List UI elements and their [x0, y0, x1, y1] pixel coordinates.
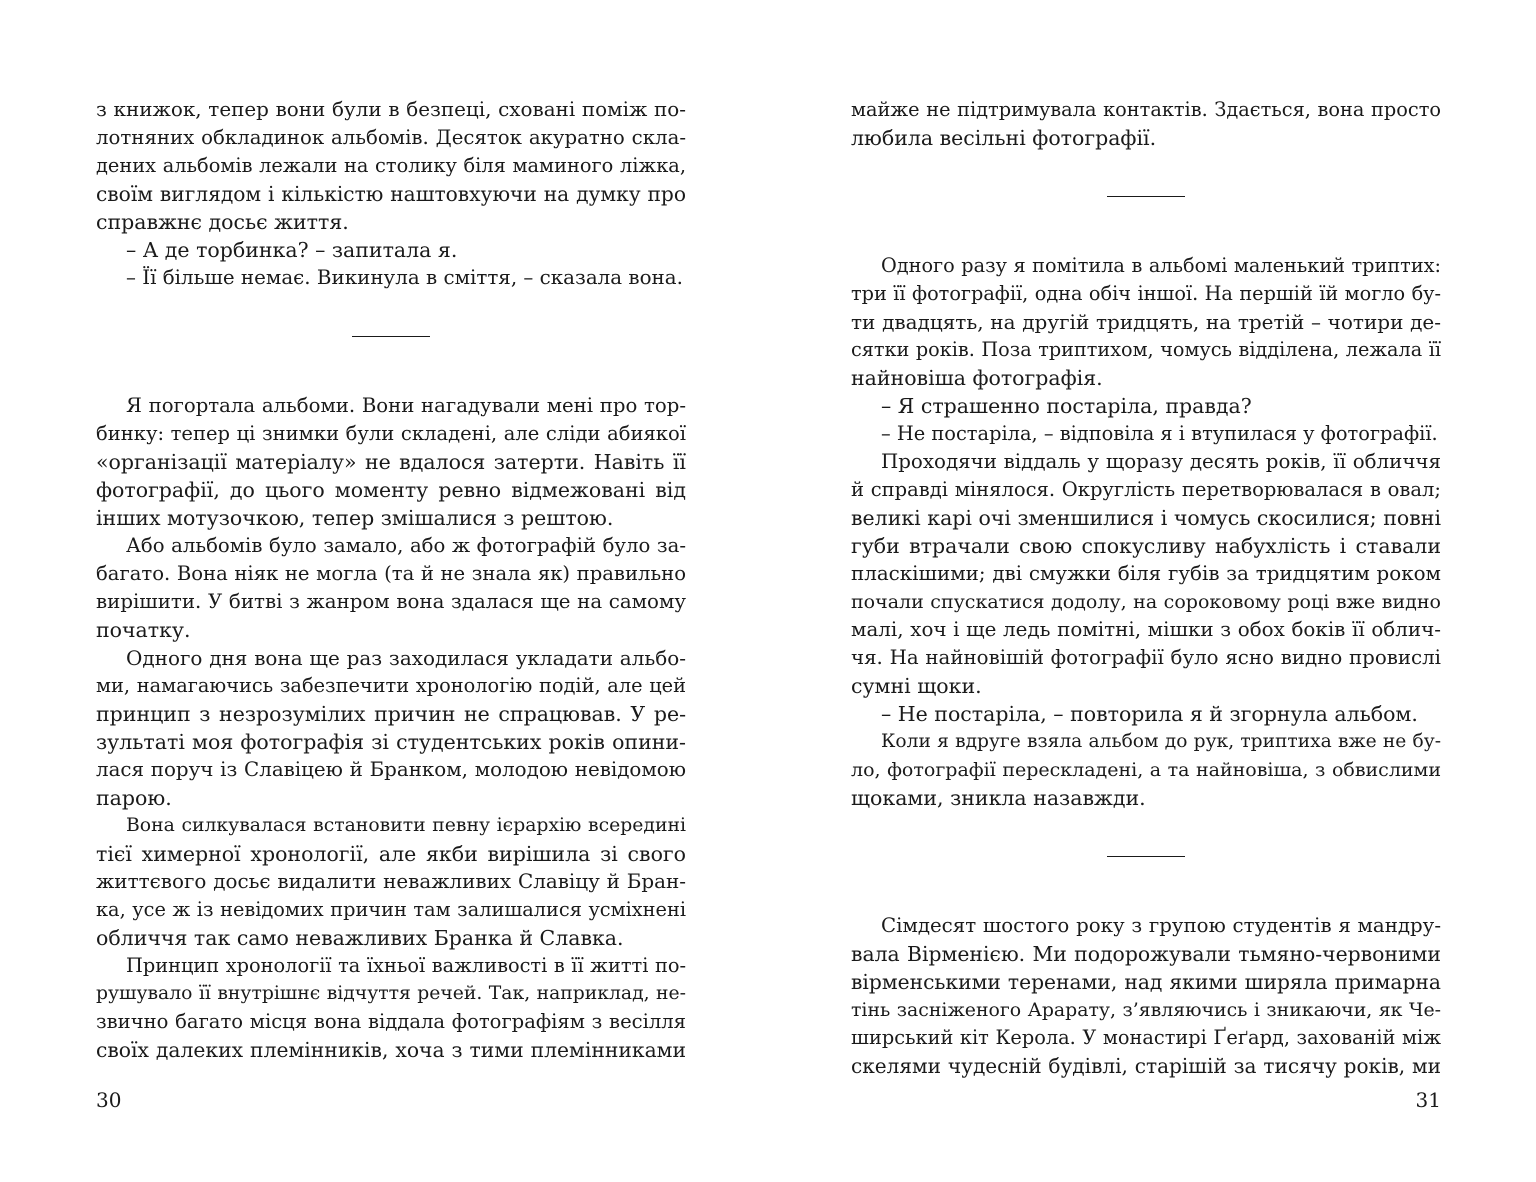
right-page-text — [851, 96, 1441, 1080]
section-separator — [96, 328, 686, 356]
text-line: тієї химерної хронології, але якби вирішила зі свого — [96, 842, 686, 866]
text-line: парою. — [96, 786, 172, 810]
text-line: інших мотузочкою, тепер змішалися з рештою. — [96, 506, 614, 530]
dialogue-line: – Не постаріла, – відповіла я і втупилася у фотографії. — [881, 422, 1438, 445]
text-line: лася поруч із Славіцею й Бранком, молодою невідомою — [96, 758, 686, 781]
text-line: тінь засніженого Арарату, з’являючись і зникаючи, як Че- — [851, 999, 1441, 1021]
text-line: Одного разу я помітила в альбомі маленький триптих: — [881, 254, 1441, 277]
text-line: бинку: тепер ці знимки були складені, але сліди абиякої — [96, 422, 686, 445]
left-page-text — [96, 96, 686, 1064]
text-line: Принцип хронології та їхньої важливості в її житті по- — [126, 954, 686, 977]
dialogue-line: – Її більше немає. Викинула в сміття, – сказала вона. — [126, 266, 683, 289]
text-line: любила весільні фотографії. — [851, 126, 1157, 150]
text-line: ло, фотографії перескладені, а та найновіша, з обвислими — [851, 759, 1441, 781]
text-line: й справді мінялося. Округлість перетворювалася в овал; — [851, 478, 1441, 501]
text-line: Одного дня вона ще раз заходилася укладати альбо- — [126, 646, 686, 670]
text-line: сумні щоки. — [851, 674, 982, 698]
text-line: з книжок, тепер вони були в безпеці, сховані поміж по- — [96, 98, 686, 121]
text-line: принцип з незрозумілих причин не спрацював. У ре- — [96, 702, 686, 726]
text-line: три її фотографії, одна обіч іншої. На першій їй могло бу- — [851, 282, 1441, 305]
dialogue-line: – Я страшенно постаріла, правда? — [881, 394, 1252, 418]
section-separator — [851, 848, 1441, 876]
text-line: звично багато місця вона віддала фотографіям з весілля — [96, 1010, 686, 1033]
text-line: початку. — [96, 618, 191, 642]
text-line: обличчя так само неважливих Бранка й Славка. — [96, 926, 624, 950]
dialogue-line: – Не постаріла, – повторила я й згорнула альбом. — [881, 702, 1418, 726]
section-separator — [851, 188, 1441, 216]
text-line: сятки років. Поза триптихом, чомусь відділена, лежала її — [851, 338, 1441, 361]
text-line: щоками, зникла назавжди. — [851, 786, 1146, 810]
text-line: ми, намагаючись забезпечити хронологію подій, але цей — [96, 674, 686, 697]
text-line: Коли я вдруге взяла альбом до рук, триптиха вже не бу- — [881, 731, 1441, 752]
text-line: життєвого досьє видалити неважливих Славіцу й Бран- — [96, 870, 686, 893]
text-line: чя. На найновішій фотографії було ясно видно провислі — [851, 646, 1441, 669]
text-line: ти двадцять, на другій тридцять, на третій – чотири де- — [851, 310, 1441, 334]
text-line: Я погортала альбоми. Вони нагадували мені про тор- — [126, 394, 686, 417]
page-number: 30 — [96, 1088, 122, 1112]
text-line: зультаті моя фотографія зі студентських років опини- — [96, 730, 686, 754]
text-line: скелями чудесній будівлі, старішій за тисячу років, ми — [851, 1054, 1441, 1078]
text-line: Або альбомів було замало, або ж фотографій було за- — [126, 534, 686, 557]
text-line: «організації матеріалу» не вдалося затерти. Навіть її — [96, 450, 686, 474]
text-line: ка, усе ж із невідомих причин там залишалися усміхнені — [96, 898, 686, 921]
right-page — [851, 0, 1441, 1182]
left-page — [96, 0, 686, 1182]
text-line: ширський кіт Керола. У монастирі Ґеґард, захованій між — [851, 1026, 1441, 1049]
text-line: вирішити. У битві з жанром вона здалася ще на самому — [96, 590, 686, 613]
text-line: почали спускатися додолу, на сороковому році вже видно — [851, 591, 1441, 613]
text-line: дених альбомів лежали на столику біля маминого ліжка, — [96, 154, 686, 177]
text-line: малі, хоч і ще ледь помітні, мішки з обох боків її облич- — [851, 618, 1441, 641]
text-line: лотняних обкладинок альбомів. Десяток акуратно скла- — [96, 126, 686, 149]
text-line: фотографії, до цього моменту ревно відмежовані від — [96, 478, 686, 502]
text-line: своїм виглядом і кількістю наштовхуючи на думку про — [96, 182, 686, 206]
page-number: 31 — [1415, 1088, 1441, 1112]
text-line: майже не підтримувала контактів. Здається, вона просто — [851, 98, 1441, 121]
text-line: великі карі очі зменшилися і чомусь скосилися; повні — [851, 506, 1441, 530]
text-line: вала Вірменією. Ми подорожували тьмяно-червоними — [851, 942, 1441, 966]
text-line: Сімдесят шостого року з групою студентів я мандру- — [881, 914, 1441, 937]
text-line: своїх далеких племінників, хоча з тими племінниками — [96, 1038, 686, 1062]
text-line: рушувало її внутрішнє відчуття речей. Так, наприклад, не- — [96, 983, 686, 1004]
text-line: пласкішими; дві смужки біля губів за тридцятим роком — [851, 562, 1441, 585]
text-line: Проходячи віддаль у щоразу десять років, її обличчя — [881, 450, 1441, 473]
text-line: вірменськими теренами, над якими ширяла примарна — [851, 970, 1441, 994]
text-line: багато. Вона ніяк не могла (та й не знала як) правильно — [96, 562, 686, 585]
text-line: губи втрачали свою спокусливу набухлість і ставали — [851, 534, 1441, 558]
text-line: Вона силкувалася встановити певну ієрархію всередині — [126, 815, 686, 836]
dialogue-line: – А де торбинка? – запитала я. — [126, 238, 458, 262]
text-line: справжнє досьє життя. — [96, 210, 349, 234]
text-line: найновіша фотографія. — [851, 366, 1103, 390]
